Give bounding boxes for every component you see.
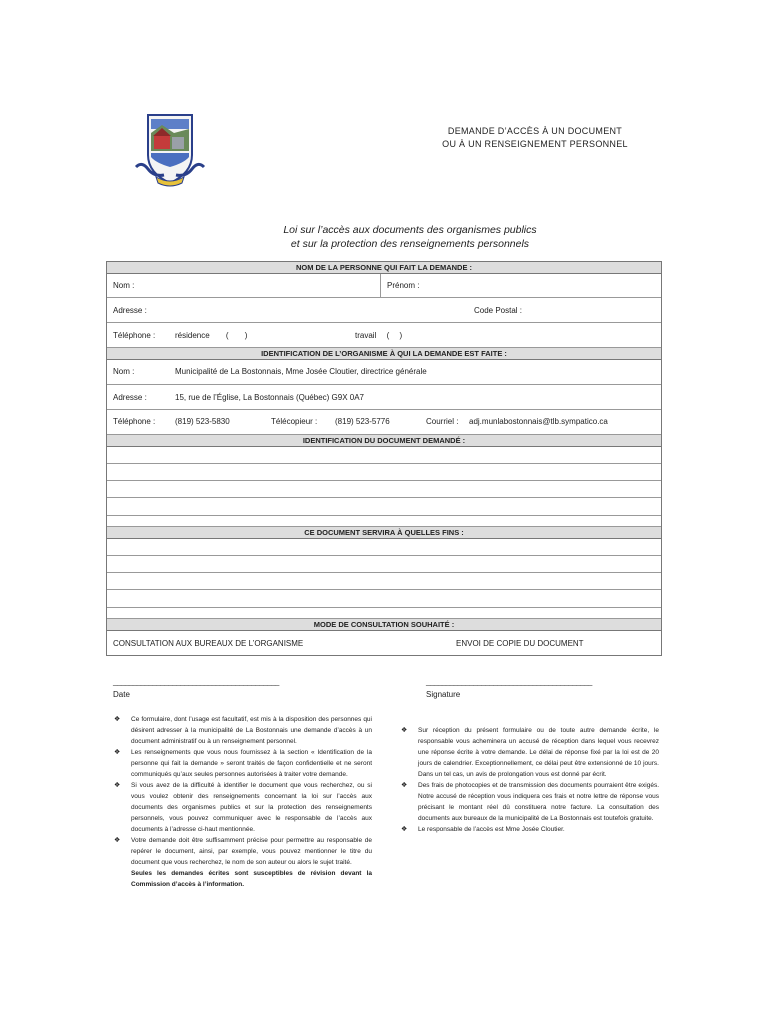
municipality-crest-logo [134, 111, 206, 189]
bullet-icon: ❖ [401, 826, 408, 833]
document-line-2[interactable] [107, 464, 661, 481]
organism-name-row [107, 360, 661, 385]
section-heading-document: IDENTIFICATION DU DOCUMENT DEMANDÉ : [107, 435, 661, 447]
mode-options-row [107, 631, 661, 655]
note-item: ❖ Les renseignements que vous nous fournissez à la section « Identification de la personne qui fait la demande » seront traités de façon confidentielle et ne seront communiqués qu’aux seules personnes autorisées à traiter votre demande. [114, 749, 372, 778]
purpose-line-5[interactable] [107, 608, 661, 619]
document-line-5[interactable] [107, 516, 661, 527]
travail-label: travail ( ) [355, 331, 403, 340]
bullet-icon: ❖ [401, 782, 408, 789]
notes-right-column [401, 725, 659, 835]
requester-phone-row[interactable] [107, 323, 661, 348]
adresse-label: Adresse : [113, 306, 147, 315]
nom-label: Nom : [113, 281, 135, 290]
form-title-line2: OU À UN RENSEIGNEMENT PERSONNEL [442, 139, 628, 149]
option-consultation[interactable]: CONSULTATION AUX BUREAUX DE L’ORGANISME [113, 639, 304, 648]
bullet-icon: ❖ [401, 727, 408, 734]
organism-address-row [107, 385, 661, 410]
org-telecopieur-value: (819) 523-5776 [335, 417, 390, 426]
option-envoi-copie[interactable]: ENVOI DE COPIE DU DOCUMENT [456, 639, 584, 648]
org-telephone-value: (819) 523-5830 [175, 417, 230, 426]
form-title-line1: DEMANDE D’ACCÈS À UN DOCUMENT [447, 126, 623, 136]
requester-address-row[interactable] [107, 298, 661, 323]
code-postal-label: Code Postal : [474, 306, 523, 315]
note-item: ❖ Le responsable de l’accès est Mme Josée Cloutier. [401, 826, 565, 833]
requester-name-row[interactable] [107, 274, 661, 298]
org-telephone-label: Téléphone : [113, 417, 156, 426]
note-item: ❖ Des frais de photocopies et de transmission des documents pourraient être exigés. Notre accusé de réception vous indiquera ces frais et notre lettre de réponse vous précisant le montant réel dû constituera notre facture. La consultation des documents aux bureaux de la municipalité de La Bostonnais est toutefois gratuite. [401, 782, 659, 822]
signature-label: Signature [426, 690, 461, 699]
section-heading-mode: MODE DE CONSULTATION SOUHAITÉ : [107, 619, 661, 631]
telephone-label: Téléphone : [113, 331, 156, 340]
org-courriel-label: Courriel : [426, 417, 459, 426]
org-nom-label: Nom : [113, 367, 135, 376]
purpose-line-2[interactable] [107, 556, 661, 573]
bullet-icon: ❖ [114, 782, 121, 789]
section-heading-purpose: CE DOCUMENT SERVIRA À QUELLES FINS : [107, 527, 661, 539]
organism-phone-row [107, 410, 661, 435]
section-heading-requester: NOM DE LA PERSONNE QUI FAIT LA DEMANDE : [107, 262, 661, 274]
document-line-1[interactable] [107, 447, 661, 464]
bullet-icon: ❖ [114, 837, 121, 844]
law-subtitle-line2: et sur la protection des renseignements personnels [290, 238, 530, 250]
request-form-table [106, 261, 662, 656]
note-item: ❖ Ce formulaire, dont l’usage est facultatif, est mis à la disposition des personnes qui désirent adresser à la municipalité de La Bostonnais une demande d’accès à un document administratif ou à un renseignement personnel. [114, 716, 372, 745]
org-adresse-label: Adresse : [113, 393, 147, 402]
prenom-label: Prénom : [387, 281, 420, 290]
residence-label: résidence ( ) [175, 331, 248, 340]
law-subtitle-line1: Loi sur l’accès aux documents des organismes publics [283, 224, 537, 236]
bullet-icon: ❖ [114, 716, 121, 723]
org-courriel-value: adj.munlabostonnais@tlb.sympatico.ca [469, 417, 608, 426]
purpose-line-3[interactable] [107, 573, 661, 590]
org-nom-value: Municipalité de La Bostonnais, Mme Josée Cloutier, directrice générale [175, 367, 427, 376]
purpose-line-4[interactable] [107, 590, 661, 608]
date-label: Date [113, 690, 130, 699]
signature-line[interactable]: __________________________________________ [426, 677, 592, 686]
purpose-line-1[interactable] [107, 539, 661, 556]
document-line-4[interactable] [107, 498, 661, 516]
org-telecopieur-label: Télécopieur : [271, 417, 318, 426]
notes-left-column [114, 714, 372, 890]
note-bold-revision: Seules les demandes écrites sont susceptibles de révision devant la Commission d’accès à l’information. [131, 870, 372, 888]
bullet-icon: ❖ [114, 749, 121, 756]
section-heading-organism: IDENTIFICATION DE L’ORGANISME À QUI LA DEMANDE EST FAITE : [107, 348, 661, 360]
note-item: ❖ Sur réception du présent formulaire ou de toute autre demande écrite, le responsable vous acheminera un accusé de réception dans lequel vous recevrez une réponse écrite à votre demande. Le délai de réponse fixé par la loi est de 20 jours de calendrier. Exceptionnellement, ce délai peut être extensionné de 10 jours. Dans un tel cas, un avis de prolongation vous est donné par écrit. [401, 727, 659, 778]
note-item: ❖ Si vous avez de la difficulté à identifier le document que vous recherchez, ou si vous voulez obtenir des renseignements concernant la loi sur l’accès aux documents des organismes publics et sur la protection des renseignements personnels, vous pouvez communiquer avec le responsable de l’accès aux documents à l’adresse ci-haut mentionnée. [114, 782, 372, 833]
document-line-3[interactable] [107, 481, 661, 498]
note-item: ❖ Votre demande doit être suffisamment précise pour permettre au responsable de repérer le document, ainsi, par exemple, vous pouvez mentionner le titre du document que vous recherchez, le nom de son auteur ou alors le sujet traité. [114, 837, 372, 866]
date-line[interactable]: __________________________________________ [113, 677, 279, 686]
row-divider [380, 274, 381, 297]
org-adresse-value: 15, rue de l’Église, La Bostonnais (Québec) G9X 0A7 [175, 393, 364, 402]
